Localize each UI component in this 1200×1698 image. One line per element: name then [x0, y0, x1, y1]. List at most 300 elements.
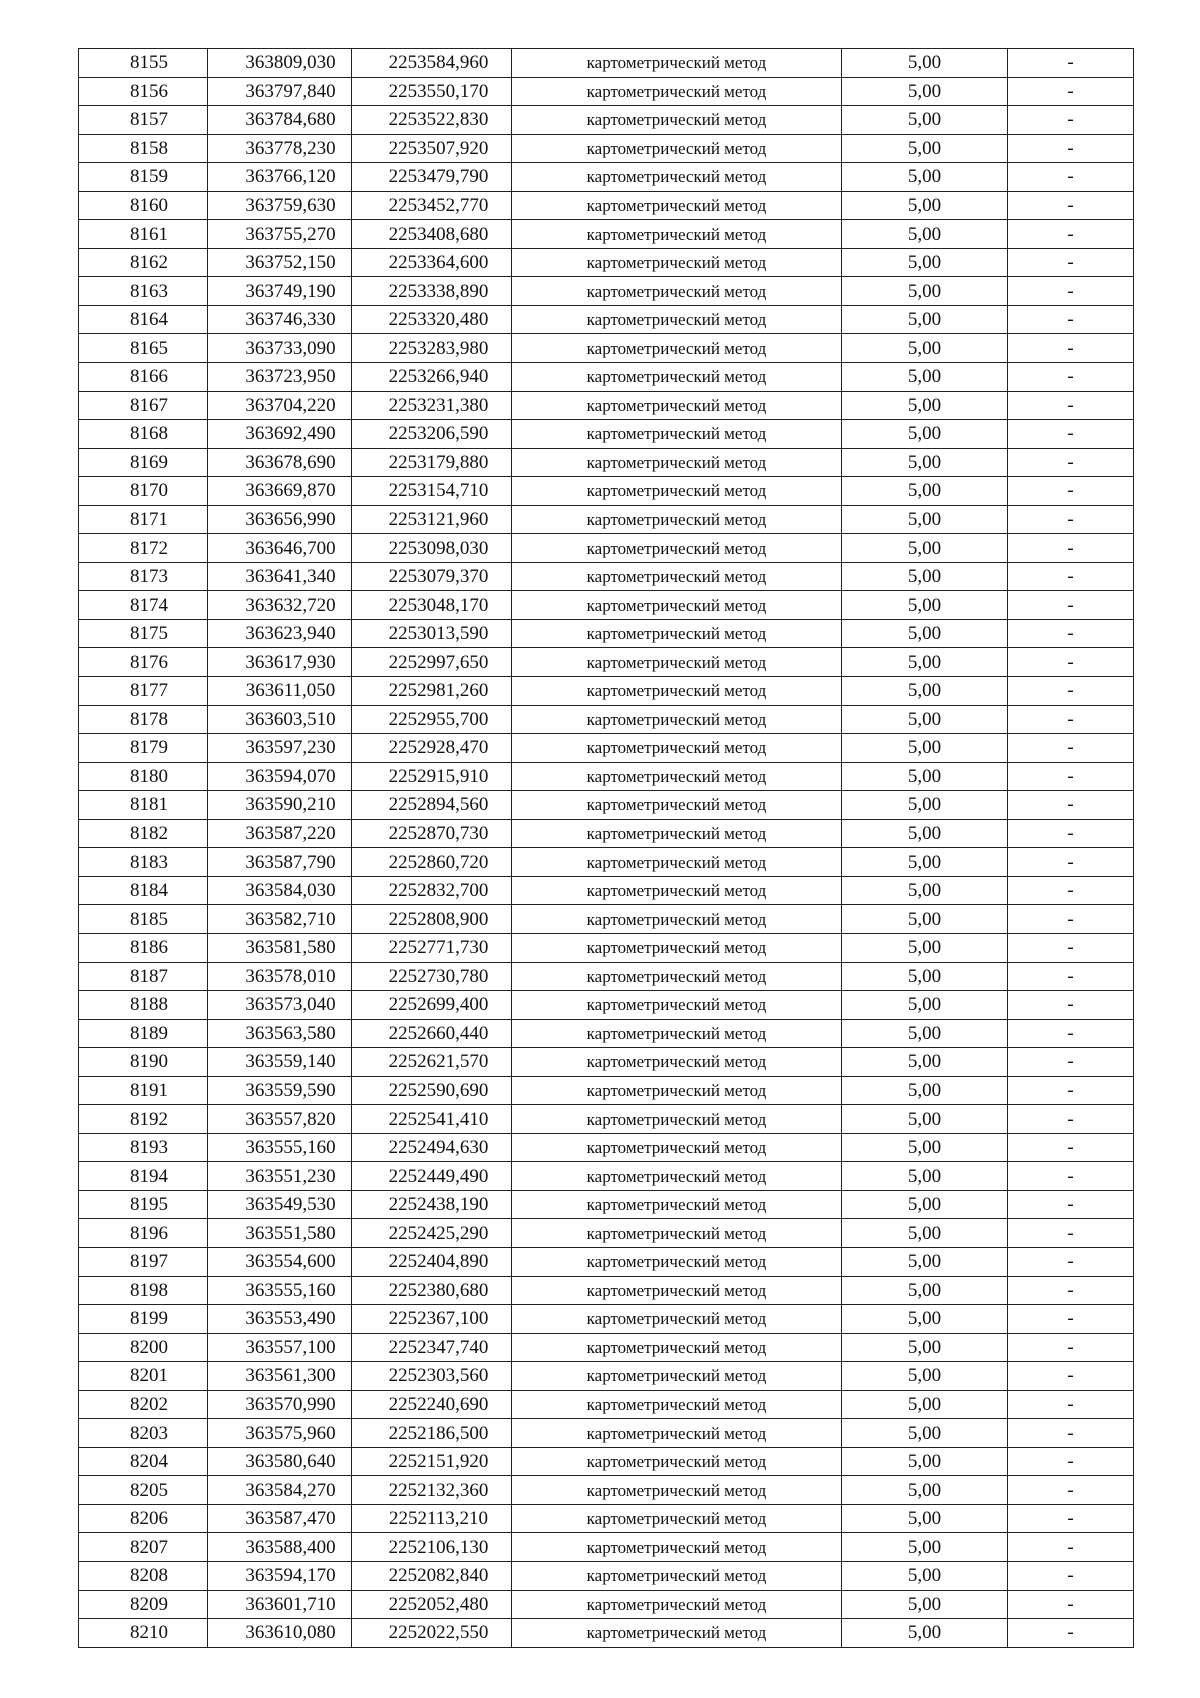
table-row	[79, 1019, 1134, 1048]
method-cell: картометрический метод	[512, 1390, 842, 1419]
point-number-cell: 8178	[79, 705, 208, 734]
y-coordinate-cell: 2252022,550	[352, 1619, 512, 1648]
y-coordinate-cell: 2252955,700	[352, 705, 512, 734]
method-cell: картометрический метод	[512, 619, 842, 648]
point-number-cell: 8175	[79, 619, 208, 648]
point-number-cell: 8173	[79, 562, 208, 591]
x-coordinate-cell: 363559,590	[208, 1076, 352, 1105]
point-number-cell: 8197	[79, 1247, 208, 1276]
point-number-cell: 8184	[79, 876, 208, 905]
method-cell: картометрический метод	[512, 1561, 842, 1590]
accuracy-cell: 5,00	[842, 1533, 1008, 1562]
point-number-cell: 8155	[79, 49, 208, 78]
x-coordinate-cell: 363610,080	[208, 1619, 352, 1648]
method-cell: картометрический метод	[512, 1076, 842, 1105]
method-cell: картометрический метод	[512, 648, 842, 677]
point-number-cell: 8176	[79, 648, 208, 677]
note-cell: -	[1008, 277, 1134, 306]
method-cell: картометрический метод	[512, 1333, 842, 1362]
x-coordinate-cell: 363584,270	[208, 1476, 352, 1505]
x-coordinate-cell: 363778,230	[208, 134, 352, 163]
point-number-cell: 8206	[79, 1504, 208, 1533]
table-row	[79, 1276, 1134, 1305]
x-coordinate-cell: 363646,700	[208, 534, 352, 563]
accuracy-cell: 5,00	[842, 1019, 1008, 1048]
y-coordinate-cell: 2252590,690	[352, 1076, 512, 1105]
y-coordinate-cell: 2253584,960	[352, 49, 512, 78]
accuracy-cell: 5,00	[842, 962, 1008, 991]
method-cell: картометрический метод	[512, 1619, 842, 1648]
note-cell: -	[1008, 1504, 1134, 1533]
y-coordinate-cell: 2252347,740	[352, 1333, 512, 1362]
note-cell: -	[1008, 1447, 1134, 1476]
point-number-cell: 8202	[79, 1390, 208, 1419]
table-row	[79, 1247, 1134, 1276]
accuracy-cell: 5,00	[842, 1105, 1008, 1134]
x-coordinate-cell: 363784,680	[208, 106, 352, 135]
y-coordinate-cell: 2252132,360	[352, 1476, 512, 1505]
table-row	[79, 134, 1134, 163]
point-number-cell: 8186	[79, 933, 208, 962]
note-cell: -	[1008, 591, 1134, 620]
table-row	[79, 505, 1134, 534]
note-cell: -	[1008, 905, 1134, 934]
note-cell: -	[1008, 705, 1134, 734]
note-cell: -	[1008, 305, 1134, 334]
y-coordinate-cell: 2252494,630	[352, 1133, 512, 1162]
x-coordinate-cell: 363678,690	[208, 448, 352, 477]
x-coordinate-cell: 363594,170	[208, 1561, 352, 1590]
table-row	[79, 1476, 1134, 1505]
table-row	[79, 648, 1134, 677]
accuracy-cell: 5,00	[842, 1219, 1008, 1248]
table-row	[79, 791, 1134, 820]
y-coordinate-cell: 2253013,590	[352, 619, 512, 648]
y-coordinate-cell: 2252380,680	[352, 1276, 512, 1305]
table-row	[79, 677, 1134, 706]
note-cell: -	[1008, 1190, 1134, 1219]
accuracy-cell: 5,00	[842, 791, 1008, 820]
point-number-cell: 8198	[79, 1276, 208, 1305]
point-number-cell: 8185	[79, 905, 208, 934]
method-cell: картометрический метод	[512, 248, 842, 277]
note-cell: -	[1008, 1133, 1134, 1162]
table-row	[79, 1561, 1134, 1590]
accuracy-cell: 5,00	[842, 1447, 1008, 1476]
table-row	[79, 591, 1134, 620]
x-coordinate-cell: 363746,330	[208, 305, 352, 334]
x-coordinate-cell: 363549,530	[208, 1190, 352, 1219]
method-cell: картометрический метод	[512, 191, 842, 220]
coordinates-table	[78, 48, 1134, 1648]
method-cell: картометрический метод	[512, 163, 842, 192]
note-cell: -	[1008, 1076, 1134, 1105]
table-row	[79, 49, 1134, 78]
x-coordinate-cell: 363723,950	[208, 363, 352, 392]
table-row	[79, 191, 1134, 220]
x-coordinate-cell: 363551,580	[208, 1219, 352, 1248]
method-cell: картометрический метод	[512, 420, 842, 449]
method-cell: картометрический метод	[512, 106, 842, 135]
method-cell: картометрический метод	[512, 762, 842, 791]
table-row	[79, 991, 1134, 1020]
y-coordinate-cell: 2252699,400	[352, 991, 512, 1020]
accuracy-cell: 5,00	[842, 1190, 1008, 1219]
accuracy-cell: 5,00	[842, 1048, 1008, 1077]
y-coordinate-cell: 2253452,770	[352, 191, 512, 220]
accuracy-cell: 5,00	[842, 1276, 1008, 1305]
accuracy-cell: 5,00	[842, 505, 1008, 534]
y-coordinate-cell: 2252052,480	[352, 1590, 512, 1619]
accuracy-cell: 5,00	[842, 1561, 1008, 1590]
x-coordinate-cell: 363656,990	[208, 505, 352, 534]
y-coordinate-cell: 2252981,260	[352, 677, 512, 706]
y-coordinate-cell: 2252808,900	[352, 905, 512, 934]
y-coordinate-cell: 2252082,840	[352, 1561, 512, 1590]
accuracy-cell: 5,00	[842, 1619, 1008, 1648]
x-coordinate-cell: 363553,490	[208, 1305, 352, 1334]
x-coordinate-cell: 363617,930	[208, 648, 352, 677]
method-cell: картометрический метод	[512, 49, 842, 78]
note-cell: -	[1008, 933, 1134, 962]
method-cell: картометрический метод	[512, 1019, 842, 1048]
x-coordinate-cell: 363582,710	[208, 905, 352, 934]
note-cell: -	[1008, 1561, 1134, 1590]
table-row	[79, 334, 1134, 363]
accuracy-cell: 5,00	[842, 1247, 1008, 1276]
method-cell: картометрический метод	[512, 1362, 842, 1391]
y-coordinate-cell: 2252894,560	[352, 791, 512, 820]
y-coordinate-cell: 2252870,730	[352, 819, 512, 848]
point-number-cell: 8163	[79, 277, 208, 306]
note-cell: -	[1008, 1333, 1134, 1362]
note-cell: -	[1008, 420, 1134, 449]
method-cell: картометрический метод	[512, 1162, 842, 1191]
y-coordinate-cell: 2252151,920	[352, 1447, 512, 1476]
method-cell: картометрический метод	[512, 1590, 842, 1619]
method-cell: картометрический метод	[512, 705, 842, 734]
note-cell: -	[1008, 534, 1134, 563]
table-row	[79, 905, 1134, 934]
note-cell: -	[1008, 220, 1134, 249]
accuracy-cell: 5,00	[842, 905, 1008, 934]
accuracy-cell: 5,00	[842, 1504, 1008, 1533]
table-row	[79, 762, 1134, 791]
point-number-cell: 8182	[79, 819, 208, 848]
note-cell: -	[1008, 991, 1134, 1020]
table-row	[79, 1362, 1134, 1391]
x-coordinate-cell: 363555,160	[208, 1276, 352, 1305]
point-number-cell: 8179	[79, 734, 208, 763]
point-number-cell: 8183	[79, 848, 208, 877]
y-coordinate-cell: 2252303,560	[352, 1362, 512, 1391]
y-coordinate-cell: 2253522,830	[352, 106, 512, 135]
coordinates-table-body	[79, 49, 1134, 1648]
table-row	[79, 305, 1134, 334]
method-cell: картометрический метод	[512, 905, 842, 934]
y-coordinate-cell: 2253121,960	[352, 505, 512, 534]
x-coordinate-cell: 363692,490	[208, 420, 352, 449]
accuracy-cell: 5,00	[842, 49, 1008, 78]
table-row	[79, 1048, 1134, 1077]
note-cell: -	[1008, 106, 1134, 135]
point-number-cell: 8199	[79, 1305, 208, 1334]
method-cell: картометрический метод	[512, 1048, 842, 1077]
method-cell: картометрический метод	[512, 277, 842, 306]
method-cell: картометрический метод	[512, 933, 842, 962]
accuracy-cell: 5,00	[842, 420, 1008, 449]
point-number-cell: 8156	[79, 77, 208, 106]
note-cell: -	[1008, 1162, 1134, 1191]
accuracy-cell: 5,00	[842, 562, 1008, 591]
point-number-cell: 8164	[79, 305, 208, 334]
method-cell: картометрический метод	[512, 1476, 842, 1505]
accuracy-cell: 5,00	[842, 619, 1008, 648]
accuracy-cell: 5,00	[842, 705, 1008, 734]
accuracy-cell: 5,00	[842, 677, 1008, 706]
point-number-cell: 8180	[79, 762, 208, 791]
x-coordinate-cell: 363623,940	[208, 619, 352, 648]
method-cell: картометрический метод	[512, 848, 842, 877]
y-coordinate-cell: 2253231,380	[352, 391, 512, 420]
table-row	[79, 962, 1134, 991]
y-coordinate-cell: 2252771,730	[352, 933, 512, 962]
y-coordinate-cell: 2253283,980	[352, 334, 512, 363]
accuracy-cell: 5,00	[842, 1305, 1008, 1334]
accuracy-cell: 5,00	[842, 391, 1008, 420]
y-coordinate-cell: 2252404,890	[352, 1247, 512, 1276]
y-coordinate-cell: 2253079,370	[352, 562, 512, 591]
method-cell: картометрический метод	[512, 1190, 842, 1219]
point-number-cell: 8193	[79, 1133, 208, 1162]
method-cell: картометрический метод	[512, 562, 842, 591]
note-cell: -	[1008, 1619, 1134, 1648]
x-coordinate-cell: 363554,600	[208, 1247, 352, 1276]
note-cell: -	[1008, 477, 1134, 506]
method-cell: картометрический метод	[512, 1305, 842, 1334]
accuracy-cell: 5,00	[842, 277, 1008, 306]
note-cell: -	[1008, 1362, 1134, 1391]
y-coordinate-cell: 2253364,600	[352, 248, 512, 277]
y-coordinate-cell: 2253098,030	[352, 534, 512, 563]
x-coordinate-cell: 363573,040	[208, 991, 352, 1020]
x-coordinate-cell: 363797,840	[208, 77, 352, 106]
note-cell: -	[1008, 1390, 1134, 1419]
method-cell: картометрический метод	[512, 505, 842, 534]
note-cell: -	[1008, 734, 1134, 763]
y-coordinate-cell: 2252425,290	[352, 1219, 512, 1248]
note-cell: -	[1008, 1476, 1134, 1505]
accuracy-cell: 5,00	[842, 819, 1008, 848]
note-cell: -	[1008, 1276, 1134, 1305]
x-coordinate-cell: 363561,300	[208, 1362, 352, 1391]
point-number-cell: 8207	[79, 1533, 208, 1562]
table-row	[79, 391, 1134, 420]
method-cell: картометрический метод	[512, 1105, 842, 1134]
y-coordinate-cell: 2252915,910	[352, 762, 512, 791]
y-coordinate-cell: 2252106,130	[352, 1533, 512, 1562]
y-coordinate-cell: 2252113,210	[352, 1504, 512, 1533]
accuracy-cell: 5,00	[842, 1390, 1008, 1419]
y-coordinate-cell: 2253266,940	[352, 363, 512, 392]
accuracy-cell: 5,00	[842, 1362, 1008, 1391]
y-coordinate-cell: 2253338,890	[352, 277, 512, 306]
note-cell: -	[1008, 619, 1134, 648]
y-coordinate-cell: 2252928,470	[352, 734, 512, 763]
x-coordinate-cell: 363563,580	[208, 1019, 352, 1048]
note-cell: -	[1008, 648, 1134, 677]
x-coordinate-cell: 363551,230	[208, 1162, 352, 1191]
x-coordinate-cell: 363590,210	[208, 791, 352, 820]
point-number-cell: 8205	[79, 1476, 208, 1505]
y-coordinate-cell: 2252541,410	[352, 1105, 512, 1134]
x-coordinate-cell: 363601,710	[208, 1590, 352, 1619]
y-coordinate-cell: 2253154,710	[352, 477, 512, 506]
method-cell: картометрический метод	[512, 591, 842, 620]
point-number-cell: 8172	[79, 534, 208, 563]
point-number-cell: 8196	[79, 1219, 208, 1248]
y-coordinate-cell: 2252186,500	[352, 1419, 512, 1448]
table-row	[79, 1533, 1134, 1562]
accuracy-cell: 5,00	[842, 1333, 1008, 1362]
note-cell: -	[1008, 848, 1134, 877]
point-number-cell: 8210	[79, 1619, 208, 1648]
point-number-cell: 8167	[79, 391, 208, 420]
y-coordinate-cell: 2252240,690	[352, 1390, 512, 1419]
accuracy-cell: 5,00	[842, 648, 1008, 677]
accuracy-cell: 5,00	[842, 933, 1008, 962]
accuracy-cell: 5,00	[842, 248, 1008, 277]
point-number-cell: 8171	[79, 505, 208, 534]
accuracy-cell: 5,00	[842, 448, 1008, 477]
note-cell: -	[1008, 1590, 1134, 1619]
x-coordinate-cell: 363584,030	[208, 876, 352, 905]
point-number-cell: 8209	[79, 1590, 208, 1619]
x-coordinate-cell: 363580,640	[208, 1447, 352, 1476]
note-cell: -	[1008, 819, 1134, 848]
method-cell: картометрический метод	[512, 1219, 842, 1248]
table-row	[79, 1419, 1134, 1448]
x-coordinate-cell: 363570,990	[208, 1390, 352, 1419]
accuracy-cell: 5,00	[842, 762, 1008, 791]
point-number-cell: 8177	[79, 677, 208, 706]
method-cell: картометрический метод	[512, 962, 842, 991]
table-row	[79, 1333, 1134, 1362]
x-coordinate-cell: 363669,870	[208, 477, 352, 506]
note-cell: -	[1008, 1533, 1134, 1562]
note-cell: -	[1008, 1048, 1134, 1077]
note-cell: -	[1008, 562, 1134, 591]
method-cell: картометрический метод	[512, 448, 842, 477]
point-number-cell: 8158	[79, 134, 208, 163]
point-number-cell: 8201	[79, 1362, 208, 1391]
y-coordinate-cell: 2252621,570	[352, 1048, 512, 1077]
method-cell: картометрический метод	[512, 134, 842, 163]
x-coordinate-cell: 363587,470	[208, 1504, 352, 1533]
point-number-cell: 8204	[79, 1447, 208, 1476]
table-row	[79, 1162, 1134, 1191]
point-number-cell: 8194	[79, 1162, 208, 1191]
x-coordinate-cell: 363809,030	[208, 49, 352, 78]
point-number-cell: 8159	[79, 163, 208, 192]
x-coordinate-cell: 363594,070	[208, 762, 352, 791]
y-coordinate-cell: 2253179,880	[352, 448, 512, 477]
x-coordinate-cell: 363749,190	[208, 277, 352, 306]
x-coordinate-cell: 363597,230	[208, 734, 352, 763]
method-cell: картометрический метод	[512, 534, 842, 563]
note-cell: -	[1008, 163, 1134, 192]
table-row	[79, 1076, 1134, 1105]
accuracy-cell: 5,00	[842, 363, 1008, 392]
x-coordinate-cell: 363766,120	[208, 163, 352, 192]
accuracy-cell: 5,00	[842, 734, 1008, 763]
point-number-cell: 8157	[79, 106, 208, 135]
x-coordinate-cell: 363632,720	[208, 591, 352, 620]
x-coordinate-cell: 363557,820	[208, 1105, 352, 1134]
y-coordinate-cell: 2252438,190	[352, 1190, 512, 1219]
table-row	[79, 420, 1134, 449]
table-row	[79, 363, 1134, 392]
table-row	[79, 1133, 1134, 1162]
x-coordinate-cell: 363587,220	[208, 819, 352, 848]
point-number-cell: 8166	[79, 363, 208, 392]
accuracy-cell: 5,00	[842, 220, 1008, 249]
point-number-cell: 8169	[79, 448, 208, 477]
note-cell: -	[1008, 1305, 1134, 1334]
x-coordinate-cell: 363555,160	[208, 1133, 352, 1162]
note-cell: -	[1008, 391, 1134, 420]
y-coordinate-cell: 2252832,700	[352, 876, 512, 905]
note-cell: -	[1008, 248, 1134, 277]
point-number-cell: 8208	[79, 1561, 208, 1590]
point-number-cell: 8191	[79, 1076, 208, 1105]
table-row	[79, 1219, 1134, 1248]
note-cell: -	[1008, 677, 1134, 706]
accuracy-cell: 5,00	[842, 1419, 1008, 1448]
accuracy-cell: 5,00	[842, 591, 1008, 620]
accuracy-cell: 5,00	[842, 477, 1008, 506]
table-row	[79, 1619, 1134, 1648]
x-coordinate-cell: 363559,140	[208, 1048, 352, 1077]
table-row	[79, 448, 1134, 477]
table-row	[79, 1447, 1134, 1476]
table-row	[79, 1590, 1134, 1619]
accuracy-cell: 5,00	[842, 991, 1008, 1020]
accuracy-cell: 5,00	[842, 1476, 1008, 1505]
table-row	[79, 534, 1134, 563]
accuracy-cell: 5,00	[842, 534, 1008, 563]
note-cell: -	[1008, 334, 1134, 363]
point-number-cell: 8168	[79, 420, 208, 449]
accuracy-cell: 5,00	[842, 305, 1008, 334]
point-number-cell: 8188	[79, 991, 208, 1020]
y-coordinate-cell: 2253408,680	[352, 220, 512, 249]
point-number-cell: 8195	[79, 1190, 208, 1219]
x-coordinate-cell: 363752,150	[208, 248, 352, 277]
y-coordinate-cell: 2252367,100	[352, 1305, 512, 1334]
note-cell: -	[1008, 134, 1134, 163]
point-number-cell: 8160	[79, 191, 208, 220]
method-cell: картометрический метод	[512, 791, 842, 820]
table-row	[79, 819, 1134, 848]
table-row	[79, 106, 1134, 135]
x-coordinate-cell: 363611,050	[208, 677, 352, 706]
method-cell: картометрический метод	[512, 477, 842, 506]
accuracy-cell: 5,00	[842, 134, 1008, 163]
point-number-cell: 8192	[79, 1105, 208, 1134]
note-cell: -	[1008, 876, 1134, 905]
method-cell: картометрический метод	[512, 77, 842, 106]
